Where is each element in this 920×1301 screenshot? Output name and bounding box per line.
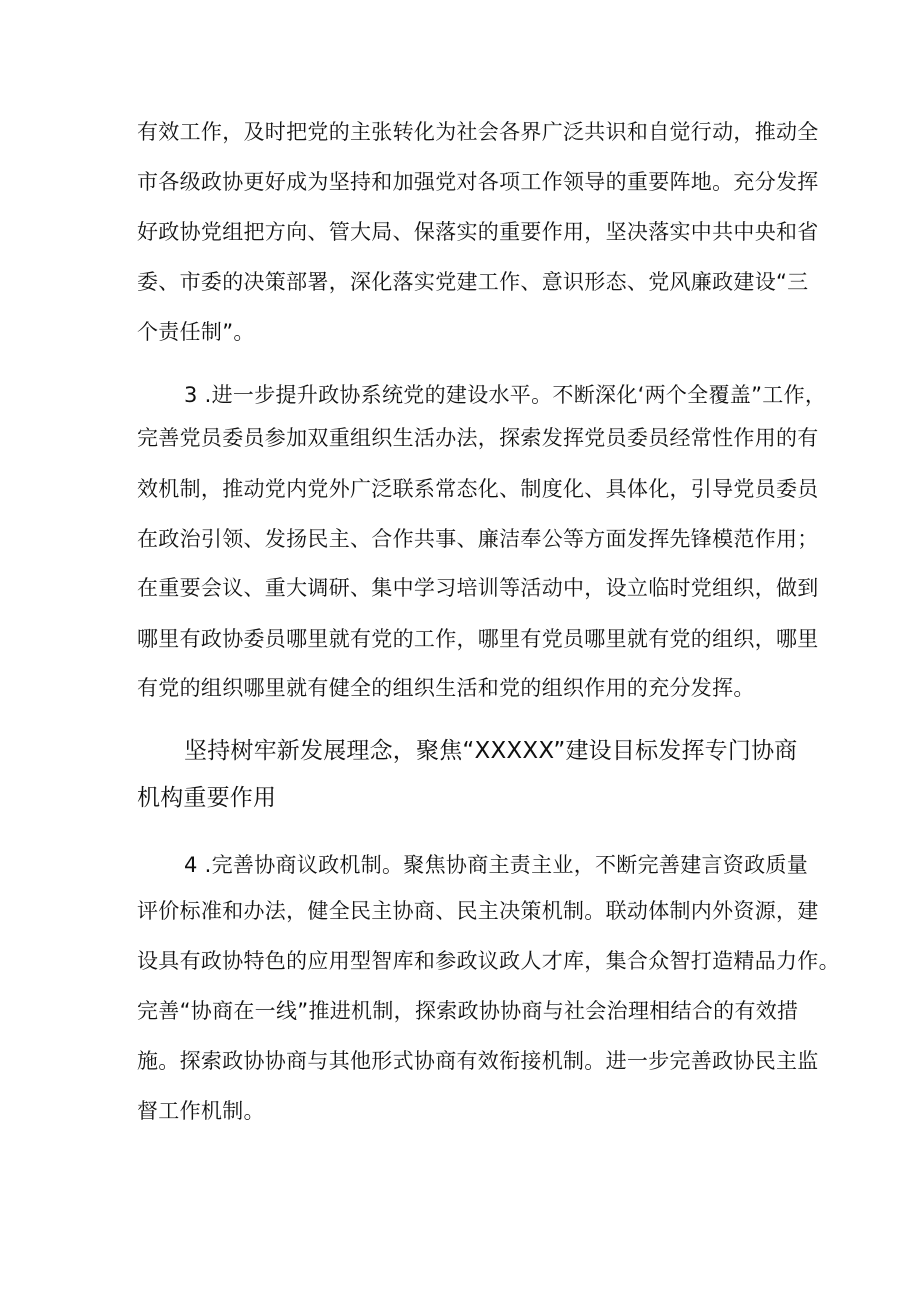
paragraph-2-line: 完善党员委员参加双重组织生活办法，探索发挥党员委员经常性作用的有	[137, 426, 819, 450]
paragraph-2-line: 效机制，推动党内党外广泛联系常态化、制度化、具体化，引导党员委员	[137, 477, 819, 501]
paragraph-2-line: 在政治引领、发扬民主、合作共事、廉洁奉公等方面发挥先锋模范作用；	[137, 527, 819, 551]
paragraph-3-line: 完善“协商在一线”推进机制，探索政协协商与社会治理相结合的有效措	[137, 999, 799, 1023]
section-heading-line: 坚持树牢新发展理念，聚焦“XXXXX”建设目标发挥专门协商	[184, 738, 798, 764]
paragraph-1-line: 好政协党组把方向、管大局、保落实的重要作用，坚决落实中共中央和省	[137, 220, 819, 244]
paragraph-1-line: 委、市委的决策部署，深化落实党建工作、意识形态、党风廉政建设“三	[137, 270, 809, 294]
paragraph-3-line: 督工作机制。	[137, 1099, 265, 1123]
paragraph-2-line: 有党的组织哪里就有健全的组织生活和党的组织作用的充分发挥。	[137, 676, 755, 700]
paragraph-2-line: 哪里有政协委员哪里就有党的工作，哪里有党员哪里就有党的组织，哪里	[137, 627, 819, 651]
paragraph-3-line: 4 .完善协商议政机制。聚焦协商主责主业，不断完善建言资政质量	[184, 853, 809, 877]
paragraph-1-line: 个责任制”。	[137, 320, 255, 344]
paragraph-3-line: 设具有政协特色的应用型智库和参政议政人才库，集合众智打造精品力作。	[137, 949, 840, 973]
paragraph-3-line: 评价标准和办法，健全民主协商、民主决策机制。联动体制内外资源，建	[137, 899, 819, 923]
paragraph-2-line: 在重要会议、重大调研、集中学习培训等活动中，设立临时党组织，做到	[137, 576, 819, 600]
paragraph-3-line: 施。探索政协协商与其他形式协商有效衔接机制。进一步完善政协民主监	[137, 1049, 819, 1073]
paragraph-1-line: 有效工作，及时把党的主张转化为社会各界广泛共识和自觉行动，推动全	[137, 120, 819, 144]
paragraph-1-line: 市各级政协更好成为坚持和加强党对各项工作领导的重要阵地。充分发挥	[137, 170, 819, 194]
paragraph-2-line: 3 .进一步提升政协系统党的建设水平。不断深化‘两个全覆盖”工作，	[184, 383, 827, 407]
section-heading-line: 机构重要作用	[137, 785, 277, 811]
